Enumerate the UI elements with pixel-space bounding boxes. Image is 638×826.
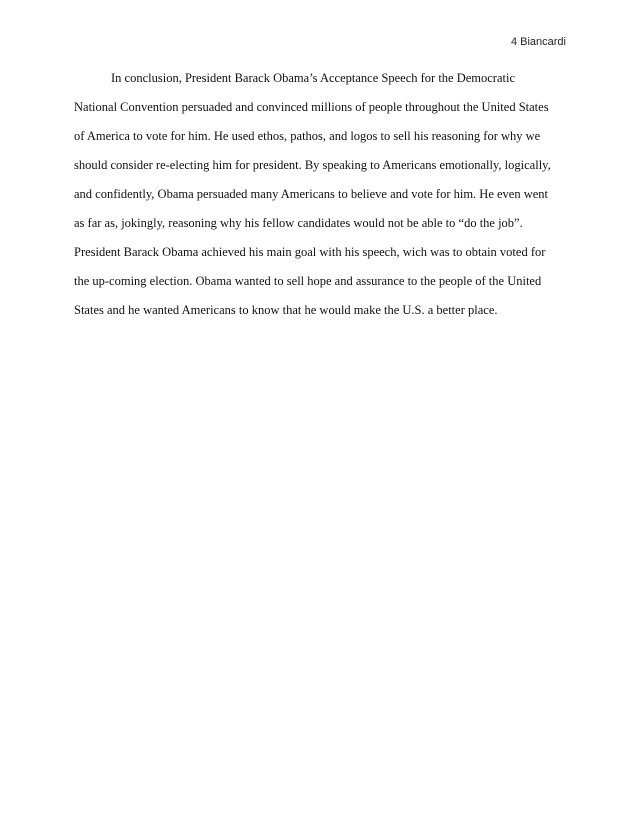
paragraph-line: as far as, jokingly, reasoning why his fellow candidates would not be able to “do the job”.: [74, 216, 523, 230]
paragraph-line: States and he wanted Americans to know that he would make the U.S. a better place.: [74, 303, 498, 317]
paragraph-line: the up-coming election. Obama wanted to sell hope and assurance to the people of the United: [74, 274, 542, 288]
paragraph-line: of America to vote for him. He used ethos, pathos, and logos to sell his reasoning for why we: [74, 129, 541, 143]
paragraph-line: and confidently, Obama persuaded many Americans to believe and vote for him. He even went: [74, 187, 549, 201]
paragraph-line: President Barack Obama achieved his main goal with his speech, wich was to obtain voted for: [74, 245, 546, 259]
page-header: 4 Biancardi: [510, 36, 566, 48]
paragraph-line: In conclusion, President Barack Obama’s Acceptance Speech for the Democratic: [111, 71, 516, 85]
paragraph: [74, 70, 574, 331]
paragraph-line: National Convention persuaded and convinced millions of people throughout the United States: [74, 100, 549, 114]
paragraph-line: should consider re-electing him for president. By speaking to Americans emotionally, logically,: [74, 158, 551, 172]
